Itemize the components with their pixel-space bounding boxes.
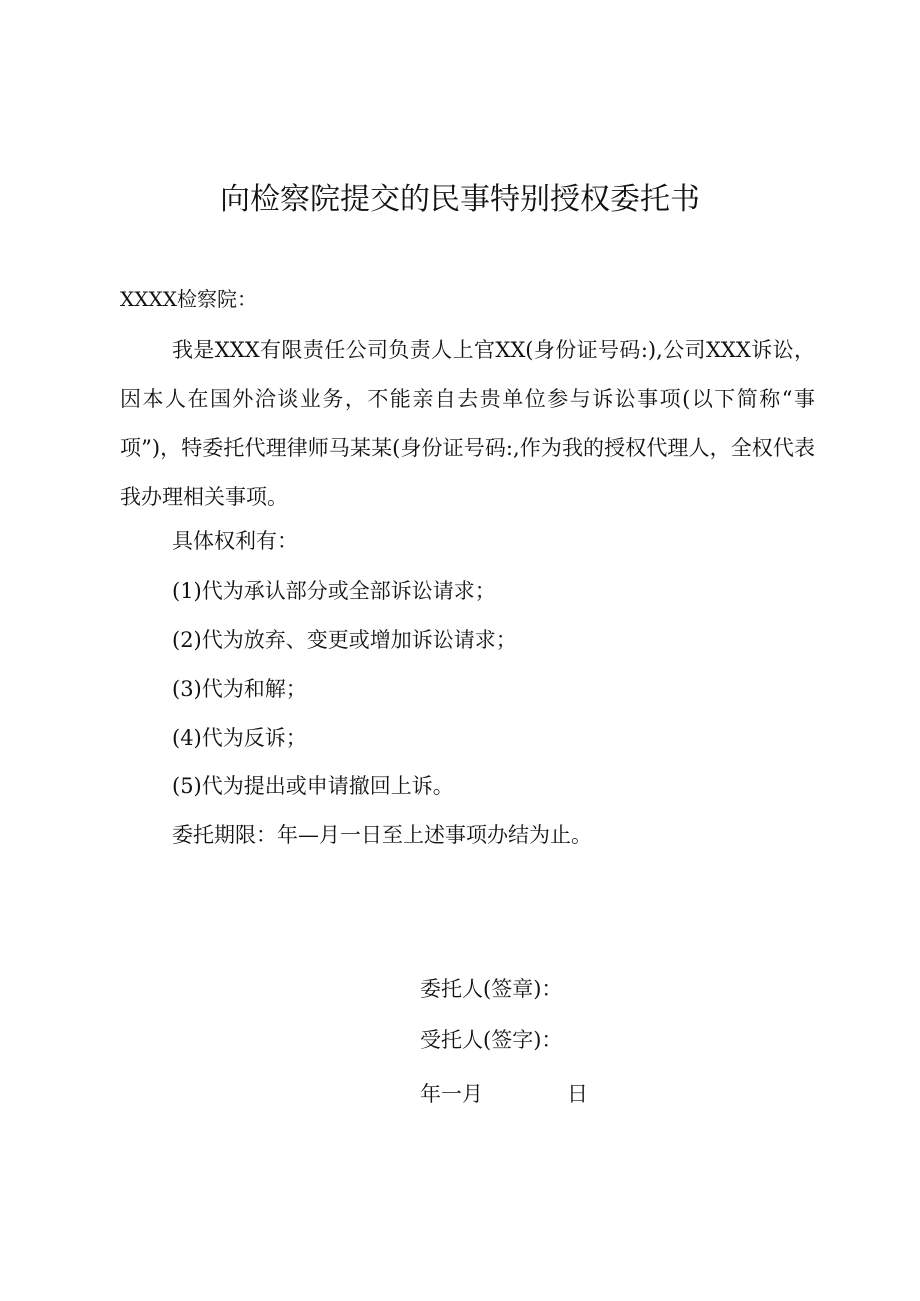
- document-title: 向检察院提交的民事特别授权委托书: [220, 182, 700, 217]
- agent-signature-line: 受托人(签字)：: [420, 1028, 563, 1052]
- power-item-5: (5)代为提出或申请撤回上诉。: [172, 774, 454, 798]
- power-item-1: (1)代为承认部分或全部诉讼请求；: [172, 579, 496, 603]
- intro-paragraph: 我是XXX有限责任公司负责人上官XX(身份证号码:),公司XXX诉讼，因本人在国外洽谈业务，不能亲自去贵单位参与诉讼事项(以下简称“事项”)，特委托代理律师马某某(身份证号码:,作为我的授权代理人，全权代表我办理相关事项。: [120, 338, 815, 509]
- power-item-4: (4)代为反诉；: [172, 726, 307, 750]
- powers-heading: 具体权利有：: [172, 529, 298, 553]
- power-item-2: (2)代为放弃、变更或增加诉讼请求；: [172, 628, 517, 652]
- salutation: XXXX检察院：: [120, 287, 257, 311]
- principal-signature-line: 委托人(签章)：: [420, 977, 563, 1001]
- date-day: 日: [567, 1082, 588, 1106]
- power-item-3: (3)代为和解；: [172, 677, 307, 701]
- date-year-month: 年一月: [420, 1082, 483, 1106]
- authorization-term: 委托期限：年—月一日至上述事项办结为止。: [172, 823, 592, 847]
